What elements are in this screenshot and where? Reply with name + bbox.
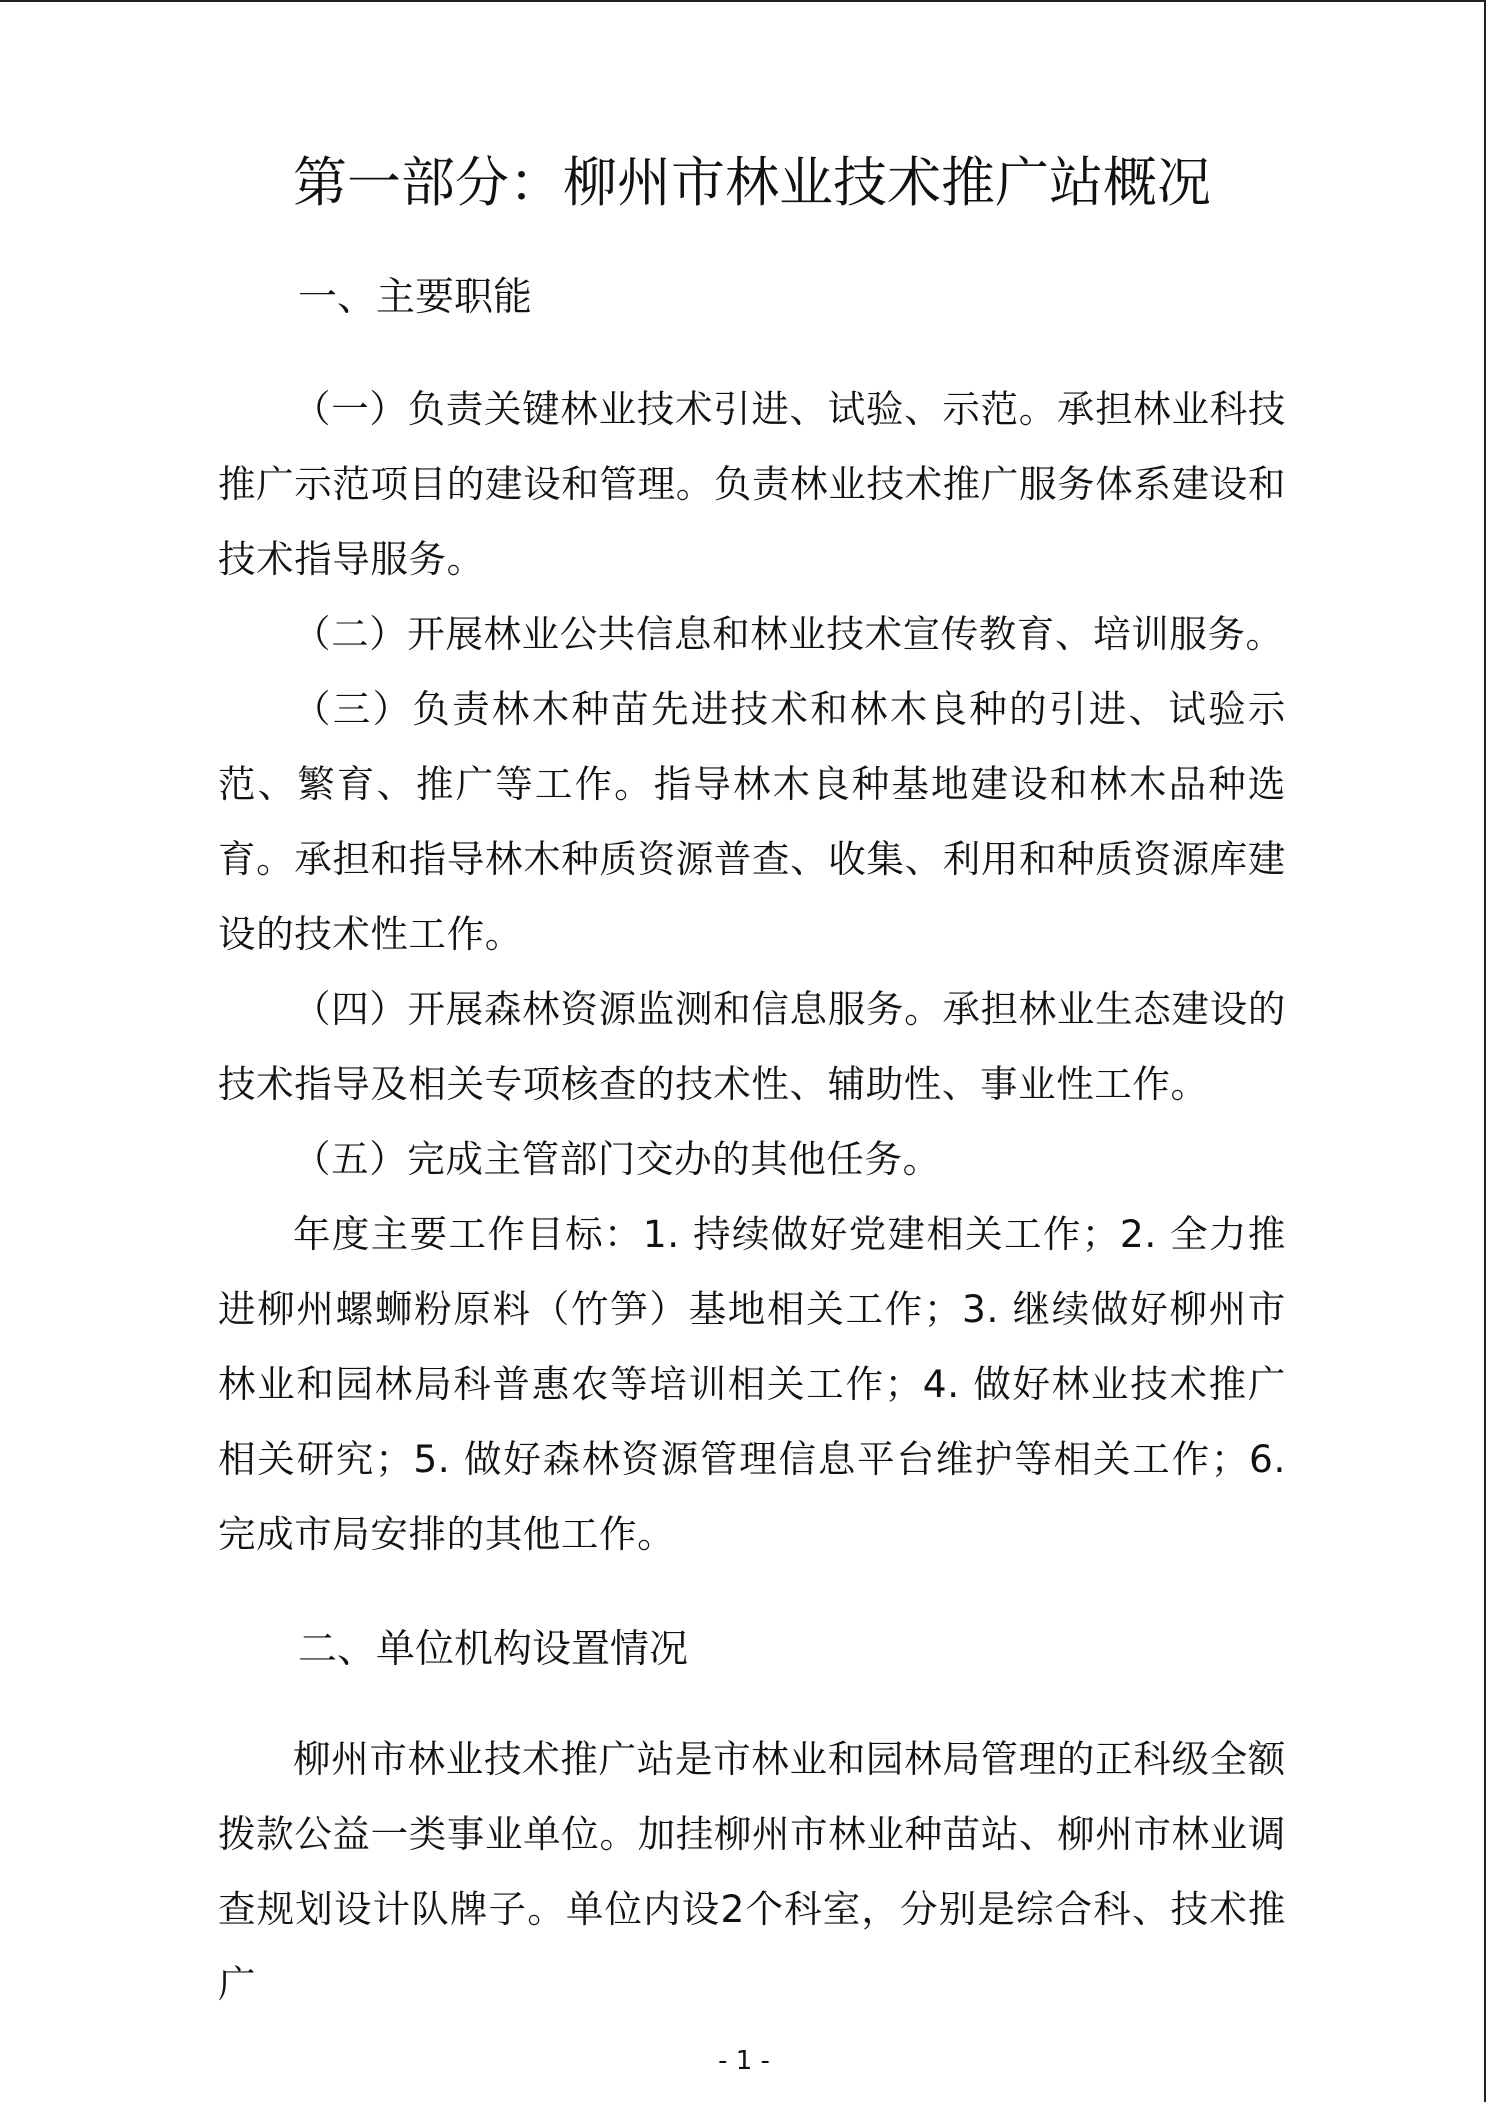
page-number: - 1 -	[718, 2046, 770, 2076]
paragraph-organization: 柳州市林业技术推广站是市林业和园林局管理的正科级全额拨款公益一类事业单位。加挂柳州市林业种苗站、柳州市林业调查规划设计队牌子。单位内设2个科室，分别是综合科、技术推广	[218, 1737, 1286, 2006]
paragraph-function-2: （二）开展林业公共信息和林业技术宣传教育、培训服务。	[293, 612, 1284, 656]
paragraph-function-5: （五）完成主管部门交办的其他任务。	[293, 1137, 941, 1181]
document-title: 第一部分：柳州市林业技术推广站概况	[293, 151, 1211, 214]
paragraph-annual-goals: 年度主要工作目标：1. 持续做好党建相关工作；2. 全力推进柳州螺蛳粉原料（竹笋）基地相关工作；3. 继续做好柳州市林业和园林局科普惠农等培训相关工作；4. 做好林业技术推广相关研究；5. 做好森林资源管理信息平台维护等相关工作；6. 完成市局安排的其他工作。	[218, 1212, 1286, 1556]
section-heading-organization: 二、单位机构设置情况	[298, 1627, 689, 1672]
section-heading-functions: 一、主要职能	[298, 275, 533, 320]
paragraph-function-3: （三）负责林木种苗先进技术和林木良种的引进、试验示范、繁育、推广等工作。指导林木良种基地建设和林木品种选育。承担和指导林木种质资源普查、收集、利用和种质资源库建设的技术性工作。	[218, 687, 1286, 956]
paragraph-function-1: （一）负责关键林业技术引进、试验、示范。承担林业科技推广示范项目的建设和管理。负责林业技术推广服务体系建设和技术指导服务。	[218, 387, 1286, 581]
paragraph-function-4: （四）开展森林资源监测和信息服务。承担林业生态建设的技术指导及相关专项核查的技术性、辅助性、事业性工作。	[218, 987, 1286, 1106]
